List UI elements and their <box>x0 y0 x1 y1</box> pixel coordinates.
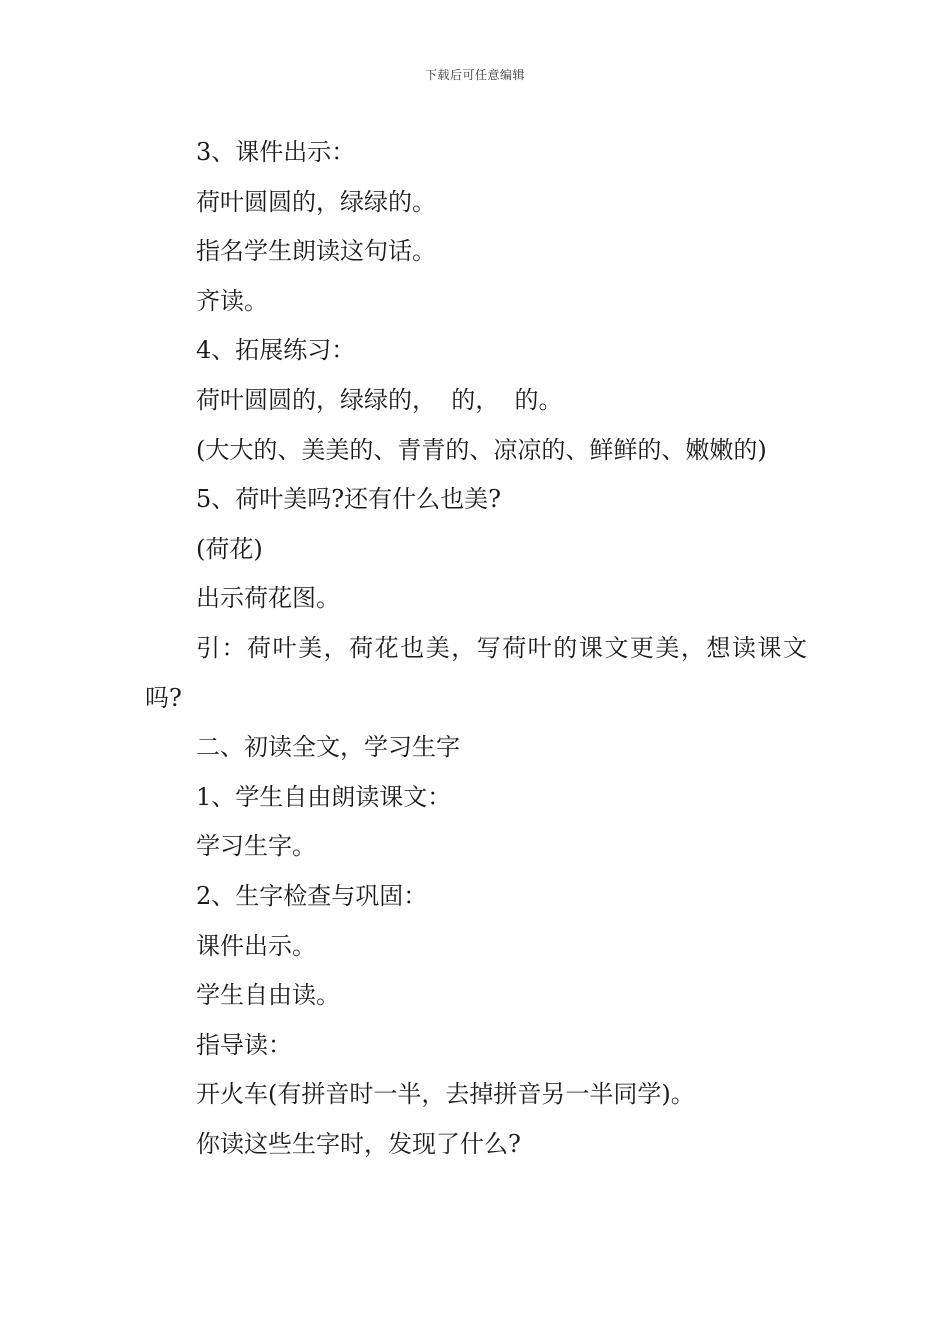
paragraph: 3、课件出示： <box>196 138 356 166</box>
paragraph: 5、荷叶美吗?还有什么也美? <box>196 485 502 514</box>
paragraph: 学生自由读。 <box>196 981 340 1010</box>
paragraph: 学习生字。 <box>196 832 316 861</box>
paragraph: 荷叶圆圆的，绿绿的， 的， 的。 <box>196 385 563 414</box>
paragraph: 引：荷叶美，荷花也美，写荷叶的课文更美，想读课文吗? <box>145 633 807 712</box>
paragraph: 4、拓展练习： <box>196 336 356 365</box>
paragraph: 荷叶圆圆的，绿绿的。 <box>196 187 436 216</box>
paragraph: 2、生字检查与巩固： <box>196 881 428 910</box>
paragraph: (荷花) <box>196 534 263 563</box>
section-heading: 二、初读全文，学习生字 <box>196 733 460 762</box>
paragraph: 齐读。 <box>196 286 268 315</box>
paragraph: 指名学生朗读这句话。 <box>196 237 436 266</box>
paragraph: (大大的、美美的、青青的、凉凉的、鲜鲜的、嫩嫩的) <box>196 435 767 464</box>
paragraph: 1、学生自由朗读课文： <box>196 782 452 811</box>
paragraph: 指导读： <box>196 1030 292 1059</box>
paragraph: 出示荷花图。 <box>196 584 340 613</box>
document-body <box>145 128 807 1169</box>
header-note: 下载后可任意编辑 <box>424 68 525 82</box>
paragraph: 开火车(有拼音时一半，去掉拼音另一半同学)。 <box>196 1080 695 1109</box>
paragraph: 课件出示。 <box>196 931 316 960</box>
paragraph: 你读这些生字时，发现了什么? <box>196 1129 521 1158</box>
